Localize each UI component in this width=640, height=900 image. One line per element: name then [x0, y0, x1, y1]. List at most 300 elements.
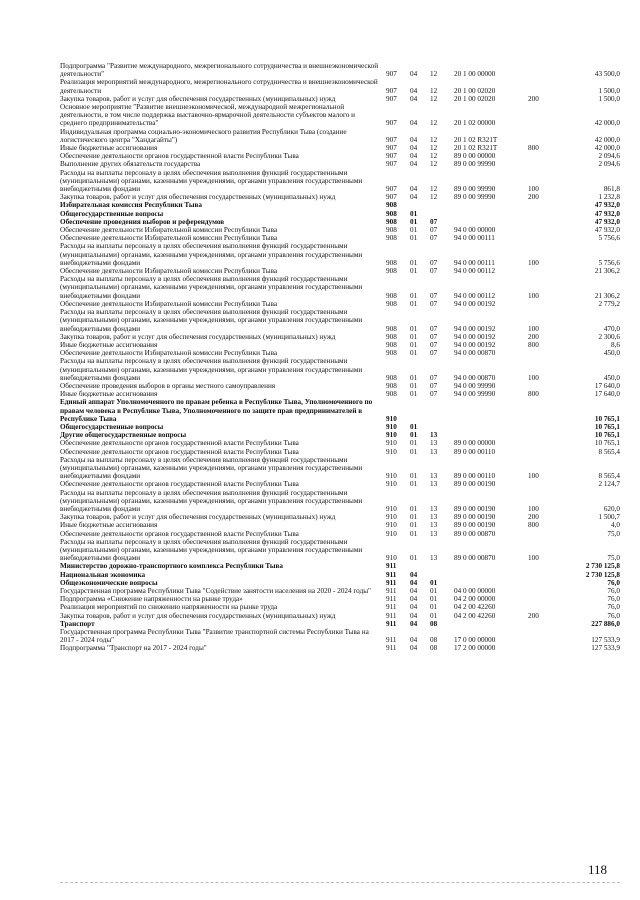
row-subsection-code: 13 [430, 480, 438, 489]
row-name: Обеспечение деятельности органов государственной власти Республики Тыва [60, 439, 299, 448]
row-target-article: 89 0 00 99990 [454, 185, 496, 194]
row-gr-code: 910 [386, 554, 397, 563]
row-gr-code: 907 [386, 135, 397, 144]
row-gr-code: 908 [386, 340, 397, 349]
row-name: Расходы на выплаты персоналу в целях обеспечения выполнения функций государственными (муниципальными) органами, казенными учреждениями, органами управления государственными внебюджетными фондами [60, 168, 363, 194]
row-amount: 47 932,0 [594, 217, 620, 226]
row-section-code: 01 [410, 340, 418, 349]
row-expense-type: 200 [528, 513, 539, 522]
row-subsection-code: 08 [430, 636, 438, 645]
row-expense-type: 200 [528, 611, 539, 620]
row-subsection-code: 07 [430, 234, 438, 243]
row-gr-code: 908 [386, 291, 397, 300]
row-name: Подпрограмма "Развитие международного, межрегионального сотрудничества и внешнеэкономической деятельности" [60, 62, 379, 79]
row-target-article: 94 0 00 00192 [454, 324, 496, 333]
table-row [60, 341, 620, 349]
row-section-code: 01 [410, 226, 418, 235]
row-target-article: 94 0 00 99990 [454, 381, 496, 390]
row-section-code: 01 [410, 349, 418, 358]
row-target-article: 20 1 02 R321T [454, 144, 498, 153]
row-target-article: 89 0 00 00190 [454, 513, 496, 522]
row-gr-code: 907 [386, 86, 397, 95]
row-target-article: 89 0 00 00000 [454, 439, 496, 448]
row-gr-code: 911 [386, 611, 397, 620]
row-target-article: 89 0 00 99990 [454, 160, 496, 169]
row-section-code: 04 [410, 94, 418, 103]
row-subsection-code: 13 [430, 472, 438, 481]
row-name: Расходы на выплаты персоналу в целях обеспечения выполнения функций государственными (муниципальными) органами, казенными учреждениями, органами управления государственными внебюджетными фондами [60, 275, 363, 300]
row-gr-code: 910 [386, 439, 397, 448]
table-row [60, 62, 620, 78]
row-subsection-code: 07 [430, 373, 438, 382]
row-name: Избирательная комиссия Республики Тыва [60, 201, 202, 210]
row-section-code: 04 [410, 603, 418, 612]
row-section-code: 04 [410, 119, 418, 128]
row-section-code: 01 [410, 480, 418, 489]
row-subsection-code: 13 [430, 447, 438, 456]
row-name: Закупка товаров, работ и услуг для обеспечения государственных (муниципальных) нужд [60, 193, 336, 202]
row-target-article: 89 0 00 00190 [454, 504, 496, 513]
row-amount: 10 765,1 [594, 422, 620, 431]
row-amount: 47 932,0 [594, 226, 620, 235]
row-expense-type: 100 [528, 472, 539, 481]
table-row [60, 300, 620, 308]
row-section-code: 04 [410, 144, 418, 153]
row-name: Расходы на выплаты персоналу в целях обеспечения выполнения функций государственными (муниципальными) органами, казенными учреждениями, органами управления государственными внебюджетными фондами [60, 308, 363, 333]
table-row [60, 218, 620, 226]
table-row [60, 628, 620, 644]
table-row [60, 538, 620, 563]
row-gr-code: 908 [386, 373, 397, 382]
row-expense-type: 100 [528, 504, 539, 513]
row-name: Общегосударственные вопросы [60, 209, 164, 218]
row-expense-type: 100 [528, 291, 539, 300]
row-name: Государственная программа Республики Тыва "Развитие транспортной системы Республики Тыва на 2017 - 2024 годы" [60, 628, 369, 645]
row-amount: 10 765,1 [594, 431, 620, 440]
row-section-code: 01 [410, 217, 418, 226]
row-subsection-code: 08 [430, 644, 438, 653]
row-name: Государственная программа Республики Тыва "Содействие занятости населения на 2020 - 2024 годы" [60, 587, 371, 595]
row-amount: 8 565,4 [598, 447, 620, 456]
row-gr-code: 910 [386, 431, 397, 440]
table-row [60, 144, 620, 152]
row-gr-code: 910 [386, 529, 397, 538]
row-subsection-code: 07 [430, 258, 438, 267]
row-section-code: 04 [410, 595, 418, 604]
row-name: Обеспечение деятельности органов государственной власти Республики Тыва [60, 480, 299, 489]
row-gr-code: 908 [386, 299, 397, 308]
row-name: Общеэкономические вопросы [60, 578, 158, 587]
row-name: Иные бюджетные ассигнования [60, 144, 158, 153]
row-target-article: 17 2 00 00000 [454, 644, 496, 653]
row-section-code: 01 [410, 431, 418, 440]
row-name: Иные бюджетные ассигнования [60, 390, 158, 399]
table-row [60, 201, 620, 209]
row-name: Обеспечение проведения выборов и референдумов [60, 217, 225, 226]
row-section-code: 04 [410, 619, 418, 628]
row-gr-code: 911 [386, 619, 397, 628]
row-gr-code: 910 [386, 422, 397, 431]
row-name: Обеспечение деятельности Избирательной комиссии Республики Тыва [60, 299, 278, 308]
row-expense-type: 800 [528, 340, 539, 349]
row-section-code: 01 [410, 373, 418, 382]
row-name: Закупка товаров, работ и услуг для обеспечения государственных (муниципальных) нужд [60, 332, 336, 341]
row-section-code: 04 [410, 86, 418, 95]
table-row [60, 448, 620, 456]
table-row [60, 456, 620, 481]
row-target-article: 89 0 00 00190 [454, 521, 496, 530]
table-row [60, 489, 620, 514]
row-section-code: 04 [410, 160, 418, 169]
row-section-code: 04 [410, 587, 418, 595]
row-section-code: 01 [410, 472, 418, 481]
row-gr-code: 908 [386, 209, 397, 218]
row-subsection-code: 13 [430, 513, 438, 522]
row-name: Общегосударственные вопросы [60, 422, 164, 431]
row-subsection-code: 12 [430, 152, 438, 161]
row-gr-code: 907 [386, 70, 397, 79]
row-gr-code: 911 [386, 587, 397, 595]
table-row [60, 423, 620, 431]
table-row [60, 579, 620, 587]
row-amount: 76,0 [607, 578, 620, 587]
row-section-code: 01 [410, 381, 418, 390]
row-section-code: 01 [410, 209, 418, 218]
row-expense-type: 100 [528, 258, 539, 267]
table-row [60, 562, 620, 570]
table-row [60, 193, 620, 201]
row-amount: 2 094,6 [598, 160, 620, 169]
row-subsection-code: 12 [430, 185, 438, 194]
row-gr-code: 907 [386, 152, 397, 161]
row-section-code: 04 [410, 570, 418, 579]
row-subsection-code: 12 [430, 193, 438, 202]
row-amount: 76,0 [607, 595, 620, 604]
row-amount: 42 000,0 [594, 119, 620, 128]
row-name: Обеспечение проведения выборов в органы местного самоуправления [60, 381, 276, 390]
row-gr-code: 908 [386, 381, 397, 390]
row-subsection-code: 13 [430, 521, 438, 530]
table-row [60, 152, 620, 160]
table-row [60, 521, 620, 529]
row-subsection-code: 07 [430, 381, 438, 390]
row-section-code: 01 [410, 529, 418, 538]
row-target-article: 20 1 02 00000 [454, 119, 496, 128]
row-section-code: 04 [410, 135, 418, 144]
row-gr-code: 910 [386, 414, 397, 423]
row-name: Основное мероприятие "Развитие внешнеэкономической, международной межрегиональной деятельности, в том числе поддержка выставочно-ярмарочной деятельности субъектов малого и среднего предпринимательства" [60, 103, 355, 128]
row-name: Подпрограмма «Снижение напряженности на рынке труда» [60, 595, 243, 604]
row-amount: 1 232,8 [598, 193, 620, 202]
row-name: Национальная экономика [60, 570, 146, 579]
row-target-article: 20 1 02 R321T [454, 135, 498, 144]
table-row [60, 480, 620, 488]
table-row [60, 78, 620, 94]
row-name: Расходы на выплаты персоналу в целях обеспечения выполнения функций государственными (муниципальными) органами, казенными учреждениями, органами управления государственными внебюджетными фондами [60, 488, 363, 513]
row-subsection-code: 13 [430, 529, 438, 538]
table-row [60, 382, 620, 390]
row-expense-type: 200 [528, 94, 539, 103]
row-section-code: 01 [410, 234, 418, 243]
row-name: Выполнение других обязательств государства [60, 160, 201, 169]
row-amount: 450,0 [603, 349, 620, 358]
row-gr-code: 911 [386, 603, 397, 612]
row-section-code: 01 [410, 504, 418, 513]
row-name: Единый аппарат Уполномоченного по правам ребенка в Республике Тыва, Уполномоченного по правам человека в Республике Тыва, Уполномоченного по защите прав предпринимателей в Республике Тыва [60, 398, 373, 423]
row-subsection-code: 01 [430, 611, 438, 620]
row-gr-code: 907 [386, 119, 397, 128]
row-expense-type: 800 [528, 390, 539, 399]
row-subsection-code: 07 [430, 226, 438, 235]
row-target-article: 89 0 00 00110 [454, 472, 496, 481]
row-target-article: 94 0 00 00112 [454, 291, 496, 300]
row-target-article: 94 0 00 00192 [454, 332, 496, 341]
row-target-article: 89 0 00 00870 [454, 529, 496, 538]
row-subsection-code: 12 [430, 94, 438, 103]
row-subsection-code: 01 [430, 578, 438, 587]
row-gr-code: 908 [386, 226, 397, 235]
row-name: Расходы на выплаты персоналу в целях обеспечения выполнения функций государственными (муниципальными) органами, казенными учреждениями, органами управления государственными внебюджетными фондами [60, 242, 363, 267]
budget-table [60, 62, 620, 653]
row-amount: 42 000,0 [594, 135, 620, 144]
row-amount: 76,0 [607, 611, 620, 620]
row-section-code: 04 [410, 636, 418, 645]
row-amount: 17 640,0 [594, 390, 620, 399]
row-amount: 127 533,9 [591, 644, 620, 653]
row-section-code: 01 [410, 291, 418, 300]
table-row [60, 349, 620, 357]
row-section-code: 04 [410, 611, 418, 620]
row-name: Реализация мероприятий международного, межрегионального сотрудничества и внешнеэкономической деятельности [60, 78, 378, 95]
row-target-article: 94 0 00 00192 [454, 299, 496, 308]
row-name: Реализация мероприятий по снижению напряженности на рынке труда [60, 603, 278, 612]
row-gr-code: 910 [386, 480, 397, 489]
row-section-code: 01 [410, 267, 418, 276]
table-row [60, 308, 620, 333]
row-subsection-code: 12 [430, 135, 438, 144]
row-subsection-code: 12 [430, 144, 438, 153]
row-gr-code: 911 [386, 562, 397, 571]
row-name: Расходы на выплаты персоналу в целях обеспечения выполнения функций государственными (муниципальными) органами, казенными учреждениями, органами управления государственными внебюджетными фондами [60, 357, 363, 382]
row-subsection-code: 01 [430, 603, 438, 612]
table-row [60, 267, 620, 275]
row-gr-code: 908 [386, 332, 397, 341]
row-amount: 5 756,6 [598, 234, 620, 243]
row-amount: 10 765,1 [594, 414, 620, 423]
table-row [60, 226, 620, 234]
row-amount: 4,0 [611, 521, 620, 530]
row-amount: 2 779,2 [598, 299, 620, 308]
row-gr-code: 910 [386, 504, 397, 513]
row-gr-code: 908 [386, 234, 397, 243]
row-gr-code: 907 [386, 160, 397, 169]
row-expense-type: 100 [528, 373, 539, 382]
row-target-article: 89 0 00 00190 [454, 480, 496, 489]
table-row [60, 571, 620, 579]
table-row [60, 595, 620, 603]
row-amount: 450,0 [603, 373, 620, 382]
table-row [60, 169, 620, 194]
row-name: Закупка товаров, работ и услуг для обеспечения государственных (муниципальных) нужд [60, 611, 336, 620]
table-row [60, 530, 620, 538]
row-target-article: 04 2 00 42260 [454, 611, 496, 620]
row-amount: 47 932,0 [594, 201, 620, 210]
row-subsection-code: 12 [430, 119, 438, 128]
row-amount: 861,8 [603, 185, 620, 194]
row-amount: 1 500,0 [598, 86, 620, 95]
table-row [60, 160, 620, 168]
row-gr-code: 910 [386, 447, 397, 456]
row-expense-type: 200 [528, 332, 539, 341]
row-target-article: 89 0 00 00000 [454, 152, 496, 161]
row-target-article: 94 0 00 99990 [454, 390, 496, 399]
row-amount: 75,0 [607, 554, 620, 563]
row-gr-code: 911 [386, 636, 397, 645]
row-section-code: 01 [410, 390, 418, 399]
row-name: Индивидуальная программа социально-экономического развития Республики Тыва (создание логистического центра "Хандагайты") [60, 127, 347, 144]
row-section-code: 01 [410, 521, 418, 530]
row-subsection-code: 01 [430, 595, 438, 604]
row-name: Обеспечение деятельности Избирательной комиссии Республики Тыва [60, 234, 278, 243]
row-section-code: 01 [410, 422, 418, 431]
row-section-code: 04 [410, 644, 418, 653]
row-subsection-code: 07 [430, 324, 438, 333]
row-amount: 2 730 125,8 [585, 562, 620, 571]
row-name: Обеспечение деятельности органов государственной власти Республики Тыва [60, 447, 299, 456]
table-row [60, 275, 620, 300]
table-row [60, 620, 620, 628]
row-section-code: 01 [410, 439, 418, 448]
row-name: Иные бюджетные ассигнования [60, 521, 158, 530]
row-subsection-code: 13 [430, 554, 438, 563]
table-row [60, 234, 620, 242]
row-subsection-code: 07 [430, 332, 438, 341]
row-name: Обеспечение деятельности Избирательной комиссии Республики Тыва [60, 349, 278, 358]
row-subsection-code: 07 [430, 390, 438, 399]
row-target-article: 20 1 00 02020 [454, 94, 496, 103]
row-gr-code: 908 [386, 217, 397, 226]
row-gr-code: 911 [386, 644, 397, 653]
row-gr-code: 908 [386, 258, 397, 267]
row-gr-code: 907 [386, 144, 397, 153]
row-amount: 620,0 [603, 504, 620, 513]
page-number: 118 [588, 862, 608, 877]
row-section-code: 04 [410, 193, 418, 202]
row-target-article: 94 0 00 00111 [454, 258, 495, 267]
row-target-article: 17 0 00 00000 [454, 636, 496, 645]
table-row [60, 644, 620, 652]
row-amount: 227 886,0 [591, 619, 620, 628]
table-row [60, 128, 620, 144]
table-row [60, 390, 620, 398]
row-amount: 127 533,9 [591, 636, 620, 645]
table-row [60, 513, 620, 521]
row-amount: 8 565,4 [598, 472, 620, 481]
table-row [60, 95, 620, 103]
row-target-article: 94 0 00 00870 [454, 373, 496, 382]
row-subsection-code: 07 [430, 299, 438, 308]
table-row [60, 357, 620, 382]
row-expense-type: 800 [528, 521, 539, 530]
row-section-code: 01 [410, 447, 418, 456]
row-target-article: 20 1 00 02020 [454, 86, 496, 95]
row-amount: 76,0 [607, 587, 620, 595]
row-target-article: 94 0 00 00112 [454, 267, 496, 276]
row-amount: 1 500,7 [598, 513, 620, 522]
row-name: Обеспечение деятельности органов государственной власти Республики Тыва [60, 152, 299, 161]
row-gr-code: 907 [386, 185, 397, 194]
row-amount: 43 500,0 [594, 70, 620, 79]
row-subsection-code: 07 [430, 267, 438, 276]
table-row [60, 603, 620, 611]
row-amount: 76,0 [607, 603, 620, 612]
row-gr-code: 908 [386, 324, 397, 333]
table-row [60, 439, 620, 447]
row-subsection-code: 07 [430, 340, 438, 349]
row-subsection-code: 07 [430, 217, 438, 226]
row-section-code: 01 [410, 513, 418, 522]
row-gr-code: 907 [386, 193, 397, 202]
row-amount: 42 000,0 [594, 144, 620, 153]
row-subsection-code: 07 [430, 349, 438, 358]
row-expense-type: 100 [528, 185, 539, 194]
row-amount: 47 932,0 [594, 209, 620, 218]
row-subsection-code: 13 [430, 439, 438, 448]
row-amount: 8,6 [611, 340, 620, 349]
row-amount: 21 306,2 [594, 267, 620, 276]
row-target-article: 89 0 00 00110 [454, 447, 496, 456]
row-amount: 2 730 125,8 [585, 570, 620, 579]
row-gr-code: 911 [386, 570, 397, 579]
row-target-article: 94 0 00 00192 [454, 340, 496, 349]
row-amount: 2 124,7 [598, 480, 620, 489]
row-subsection-code: 12 [430, 86, 438, 95]
row-name: Закупка товаров, работ и услуг для обеспечения государственных (муниципальных) нужд [60, 513, 336, 522]
row-gr-code: 907 [386, 94, 397, 103]
row-gr-code: 911 [386, 595, 397, 604]
row-name: Транспорт [60, 619, 95, 628]
row-name: Расходы на выплаты персоналу в целях обеспечения выполнения функций государственными (муниципальными) органами, казенными учреждениями, органами управления государственными внебюджетными фондами [60, 537, 363, 563]
row-amount: 2 300,6 [598, 332, 620, 341]
row-section-code: 04 [410, 185, 418, 194]
table-row [60, 103, 620, 128]
row-name: Подпрограмма "Транспорт на 2017 - 2024 годы" [60, 644, 207, 653]
row-gr-code: 908 [386, 267, 397, 276]
row-subsection-code: 07 [430, 291, 438, 300]
row-subsection-code: 08 [430, 619, 438, 628]
row-amount: 2 094,6 [598, 152, 620, 161]
row-amount: 1 500,0 [598, 94, 620, 103]
row-expense-type: 800 [528, 144, 539, 153]
row-target-article: 04 0 00 00000 [454, 587, 496, 595]
row-target-article: 04 2 00 00000 [454, 595, 496, 604]
row-gr-code: 908 [386, 349, 397, 358]
row-name: Другие общегосударственные вопросы [60, 431, 187, 440]
row-subsection-code: 13 [430, 504, 438, 513]
row-expense-type: 100 [528, 324, 539, 333]
row-section-code: 01 [410, 258, 418, 267]
table-row [60, 398, 620, 423]
row-target-article: 89 0 00 99990 [454, 193, 496, 202]
table-row [60, 431, 620, 439]
row-gr-code: 910 [386, 513, 397, 522]
row-name: Закупка товаров, работ и услуг для обеспечения государственных (муниципальных) нужд [60, 94, 336, 103]
row-amount: 10 765,1 [594, 439, 620, 448]
row-amount: 17 640,0 [594, 381, 620, 390]
footer-divider [60, 882, 620, 883]
row-name: Обеспечение деятельности органов государственной власти Республики Тыва [60, 529, 299, 538]
row-name: Обеспечение деятельности Избирательной комиссии Республики Тыва [60, 267, 278, 276]
